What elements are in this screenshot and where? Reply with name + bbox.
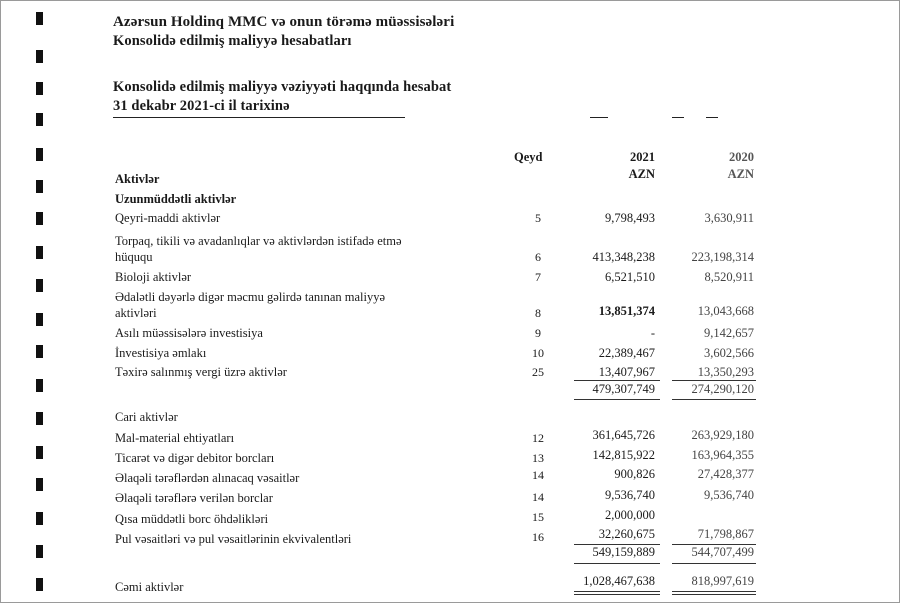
row-intangible-assets-2020: 3,630,911 (704, 211, 754, 225)
row-associates-2021: - (650, 326, 655, 340)
row-cash-2021: 32,260,675 (598, 527, 655, 541)
binder-mark (36, 578, 43, 591)
binder-mark (36, 412, 43, 425)
row-associates-2020: 9,142,657 (704, 326, 754, 340)
row-related-party-loans-2020: 9,536,740 (704, 488, 754, 502)
subtotal-rule (672, 563, 756, 564)
row-inventories-label: Mal-material ehtiyatları (115, 431, 235, 445)
binder-mark (36, 478, 43, 491)
total-double-rule (574, 594, 660, 595)
row-ppe-2021: 413,348,238 (592, 250, 655, 264)
row-inventories-note: 12 (532, 431, 544, 445)
row-related-party-loans-label: Əlaqəli tərəflərə verilən borclar (115, 491, 273, 505)
binder-mark (36, 82, 43, 95)
row-biological-assets-2021: 6,521,510 (605, 270, 655, 284)
section-noncurrent-assets: Uzunmüddətli aktivlər (115, 192, 237, 206)
year-2020-header: 2020 (729, 150, 754, 164)
binder-mark (36, 512, 43, 525)
row-biological-assets-2020: 8,520,911 (704, 270, 754, 284)
binder-mark (36, 279, 43, 292)
row-cash-note: 16 (532, 530, 544, 544)
header-underline (672, 117, 684, 118)
binder-mark (36, 212, 43, 225)
row-fvoci-2020: 13,043,668 (697, 304, 754, 318)
noncurrent-total-2021: 479,307,749 (592, 382, 655, 396)
row-short-term-borrowings-2021: 2,000,000 (605, 508, 655, 522)
row-cash-2020: 71,798,867 (697, 527, 754, 541)
company-name: Azərsun Holdinq MMC və onun törəmə müəssisələri (113, 14, 455, 30)
binder-mark (36, 180, 43, 193)
row-cash-label: Pul vəsaitləri və pul vəsaitlərinin ekvivalentləri (115, 532, 352, 546)
row-associates-label: Asılı müəssisələrə investisiya (115, 326, 263, 340)
row-trade-receivables-2021: 142,815,922 (592, 448, 655, 462)
row-short-term-borrowings-note: 15 (532, 510, 544, 524)
total-double-rule (672, 594, 756, 595)
row-inventories-2020: 263,929,180 (691, 428, 754, 442)
header-underline (113, 117, 405, 118)
currency-2020-header: AZN (727, 167, 754, 181)
section-current-assets: Cari aktivlər (115, 410, 178, 424)
section-assets: Aktivlər (115, 172, 160, 186)
row-related-party-receivables-2020: 27,428,377 (697, 467, 754, 481)
note-column-header: Qeyd (514, 150, 543, 164)
binder-mark (36, 446, 43, 459)
row-fvoci-note: 8 (535, 306, 541, 320)
row-deferred-tax-2020: 13,350,293 (697, 365, 754, 379)
row-fvoci-label-line2: aktivləri (115, 306, 157, 320)
row-trade-receivables-2020: 163,964,355 (691, 448, 754, 462)
binder-mark (36, 113, 43, 126)
binder-mark (36, 379, 43, 392)
row-trade-receivables-label: Ticarət və digər debitor borcları (115, 451, 275, 465)
noncurrent-total-2020: 274,290,120 (691, 382, 754, 396)
statement-title: Konsolidə edilmiş maliyyə vəziyyəti haqqında hesabat (113, 79, 452, 95)
row-biological-assets-label: Bioloji aktivlər (115, 270, 192, 284)
row-ppe-label-line1: Torpaq, tikili və avadanlıqlar və aktivlərdən istifadə etmə (115, 234, 402, 248)
binder-mark (36, 313, 43, 326)
binder-mark (36, 148, 43, 161)
row-investment-property-label: İnvestisiya əmlakı (115, 346, 207, 360)
grand-total-2020: 818,997,619 (691, 574, 754, 588)
row-inventories-2021: 361,645,726 (592, 428, 655, 442)
subtotal-rule (574, 563, 660, 564)
row-investment-property-2021: 22,389,467 (598, 346, 655, 360)
row-related-party-loans-2021: 9,536,740 (605, 488, 655, 502)
row-investment-property-2020: 3,602,566 (704, 346, 754, 360)
row-short-term-borrowings-label: Qısa müddətli borc öhdəlikləri (115, 512, 269, 526)
total-double-rule (574, 591, 660, 592)
current-total-2020: 544,707,499 (691, 545, 754, 559)
subtotal-rule (672, 380, 756, 381)
row-related-party-receivables-2021: 900,826 (614, 467, 655, 481)
row-ppe-2020: 223,198,314 (691, 250, 754, 264)
binder-mark (36, 12, 43, 25)
row-deferred-tax-2021: 13,407,967 (598, 365, 655, 379)
year-2021-header: 2021 (630, 150, 655, 164)
header-underline (706, 117, 718, 118)
row-investment-property-note: 10 (532, 346, 544, 360)
row-related-party-loans-note: 14 (532, 490, 544, 504)
subtotal-rule (672, 399, 756, 400)
currency-2021-header: AZN (628, 167, 655, 181)
row-ppe-note: 6 (535, 250, 541, 264)
row-deferred-tax-label: Təxirə salınmış vergi üzrə aktivlər (115, 365, 287, 379)
subtotal-rule (574, 399, 660, 400)
statement-date: 31 dekabr 2021-ci il tarixinə (113, 98, 290, 114)
total-double-rule (672, 591, 756, 592)
row-intangible-assets-note: 5 (535, 211, 541, 225)
row-deferred-tax-note: 25 (532, 365, 544, 379)
row-fvoci-2021: 13,851,374 (598, 304, 655, 318)
binder-mark (36, 345, 43, 358)
subtotal-rule (574, 380, 660, 381)
binder-mark (36, 545, 43, 558)
statement-group: Konsolidə edilmiş maliyyə hesabatları (113, 33, 352, 49)
binder-mark (36, 50, 43, 63)
header-underline (590, 117, 608, 118)
row-ppe-label-line2: hüququ (115, 250, 153, 264)
row-biological-assets-note: 7 (535, 270, 541, 284)
row-associates-note: 9 (535, 326, 541, 340)
binder-mark (36, 246, 43, 259)
grand-total-label: Cəmi aktivlər (115, 580, 184, 594)
row-intangible-assets-2021: 9,798,493 (605, 211, 655, 225)
row-intangible-assets-label: Qeyri-maddi aktivlər (115, 211, 221, 225)
row-related-party-receivables-note: 14 (532, 468, 544, 482)
row-trade-receivables-note: 13 (532, 451, 544, 465)
row-related-party-receivables-label: Əlaqəli tərəflərdən alınacaq vəsaitlər (115, 471, 300, 485)
row-fvoci-label-line1: Ədalətli dəyərlə digər məcmu gəlirdə tanınan maliyyə (115, 290, 386, 304)
current-total-2021: 549,159,889 (592, 545, 655, 559)
grand-total-2021: 1,028,467,638 (583, 574, 655, 588)
